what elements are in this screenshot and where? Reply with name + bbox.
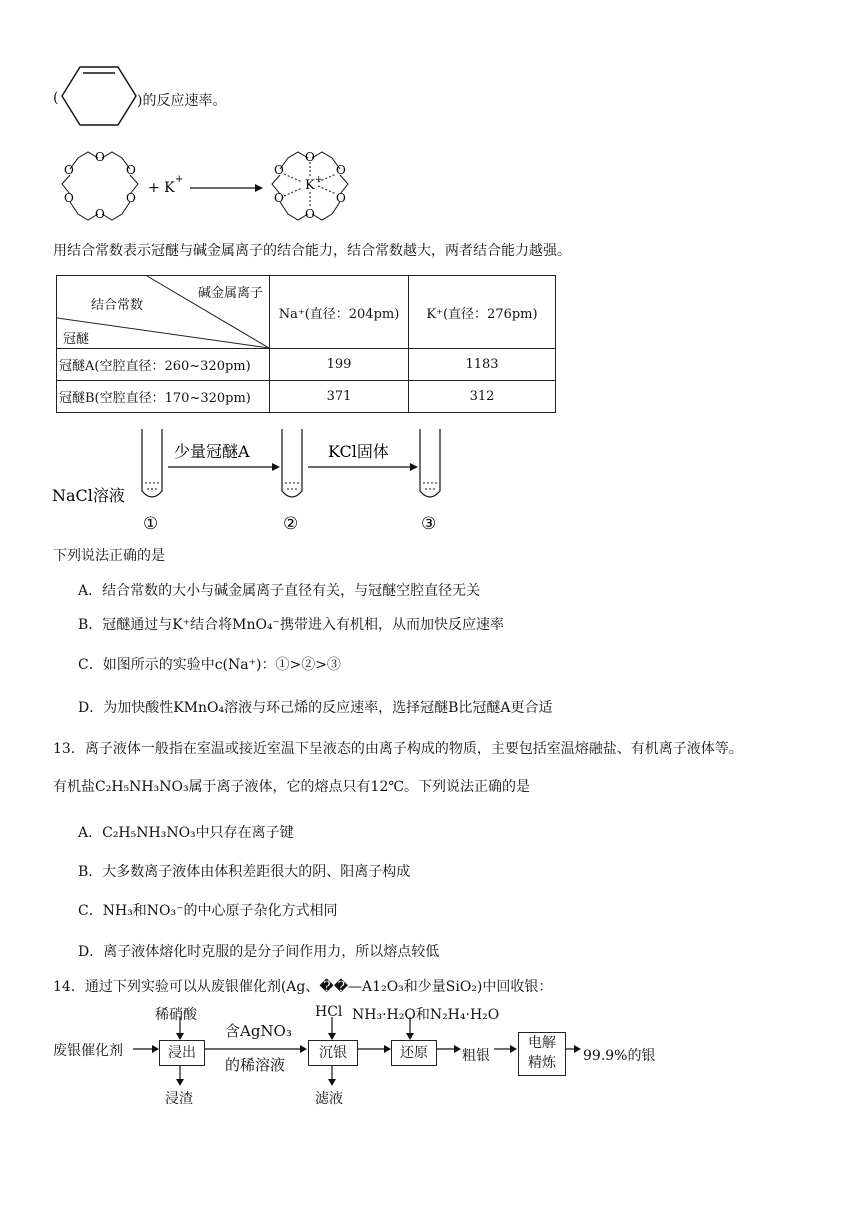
test-tube-3 — [420, 429, 440, 497]
row-label: 冠醚B(空腔直径：170~320pm) — [57, 381, 270, 413]
crown-ether-reaction — [50, 144, 380, 232]
tube-label-3: ③ — [421, 514, 437, 534]
flow-filtrate: 滤液 — [315, 1091, 343, 1107]
complex-k: K — [305, 178, 315, 193]
flow-reagent-hcl: HCl — [315, 1004, 343, 1020]
svg-text:O: O — [336, 163, 346, 177]
flow-product: 99.9%的银 — [583, 1048, 656, 1064]
flow-reagent-ammonia: NH₃·H₂O和N₂H₄·H₂O — [352, 1007, 500, 1023]
table-row — [57, 381, 556, 413]
crown-atom-6: O — [64, 163, 74, 177]
col-header-na: Na⁺(直径：204pm) — [270, 276, 409, 349]
svg-text:O: O — [305, 150, 315, 164]
crown-atom-5: O — [64, 191, 74, 205]
q13-option-b[interactable]: B．大多数离子液体由体积差距很大的阴、阳离子构成 — [78, 864, 411, 880]
flow-reagent1: 稀硝酸 — [155, 1007, 197, 1023]
fragment-open-paren: ( — [53, 90, 59, 106]
solution-label: NaCl溶液 — [52, 486, 125, 505]
intro-text: 用结合常数表示冠醚与碱金属离子的结合能力，结合常数越大，两者结合能力越强。 — [53, 243, 571, 259]
refine-line1: 电解 — [528, 1035, 556, 1051]
flow-mid-line1: 含AgNO₃ — [225, 1022, 292, 1040]
table-diagonal-header — [57, 276, 270, 349]
q13-option-a[interactable]: A．C₂H₅NH₃NO₃中只存在离子键 — [78, 825, 294, 841]
q13-line2: 有机盐C₂H₅NH₃NO₃属于离子液体，它的熔点只有12℃。下列说法正确的是 — [53, 779, 531, 795]
refine-line2: 精炼 — [528, 1055, 556, 1071]
flow-box-refine — [518, 1032, 566, 1076]
q12-option-d[interactable]: D．为加快酸性KMnO₄溶液与环己烯的反应速率，选择冠醚B比冠醚A更合适 — [78, 700, 553, 716]
flow-start: 废银催化剂 — [53, 1043, 123, 1059]
svg-text:O: O — [336, 191, 346, 205]
plus-k-label: + K — [148, 180, 175, 196]
q12-option-c[interactable]: C．如图所示的实验中c(Na⁺)：①>②>③ — [78, 657, 341, 673]
crown-atom-1: O — [95, 150, 105, 164]
test-tube-2 — [282, 429, 302, 497]
flow-residue: 浸渣 — [165, 1091, 193, 1107]
tube-label-2: ② — [283, 514, 299, 534]
flow-mid-line2: 的稀溶液 — [225, 1056, 286, 1074]
cyclohexene-structure — [60, 64, 138, 128]
flow-box-reduce: 还原 — [391, 1040, 437, 1066]
crown-atom-2: O — [126, 163, 136, 177]
flow-crude-silver: 粗银 — [462, 1048, 490, 1064]
flow-box-leach: 浸出 — [159, 1040, 205, 1066]
row-label: 冠醚A(空腔直径：260~320pm) — [57, 349, 270, 381]
col-header-k: K⁺(直径：276pm) — [409, 276, 556, 349]
arrow2-label: KCl固体 — [328, 442, 389, 461]
binding-constant-table — [56, 275, 556, 413]
complex-k-charge: + — [315, 175, 323, 185]
svg-text:O: O — [305, 207, 315, 221]
q12-option-a[interactable]: A．结合常数的大小与碱金属离子直径有关，与冠醚空腔直径无关 — [78, 583, 481, 599]
fragment-text: )的反应速率。 — [137, 93, 227, 109]
header-bottom-left: 冠醚 — [63, 332, 90, 347]
q12-stem: 下列说法正确的是 — [53, 548, 165, 564]
svg-text:O: O — [274, 163, 284, 177]
flow-box-precipitate: 沉银 — [308, 1040, 358, 1066]
svg-text:O: O — [274, 191, 284, 205]
q12-option-b[interactable]: B．冠醚通过与K⁺结合将MnO₄⁻携带进入有机相，从而加快反应速率 — [78, 617, 504, 633]
crown-atom-3: O — [126, 191, 136, 205]
cell-na: 199 — [270, 349, 409, 381]
experiment-diagram — [50, 425, 470, 535]
cell-k: 312 — [409, 381, 556, 413]
header-top-right: 碱金属离子 — [197, 286, 263, 301]
table-row — [57, 349, 556, 381]
q13-option-c[interactable]: C．NH₃和NO₃⁻的中心原子杂化方式相同 — [78, 903, 338, 919]
cell-k: 1183 — [409, 349, 556, 381]
q13-option-d[interactable]: D．离子液体熔化时克服的是分子间作用力，所以熔点较低 — [78, 944, 440, 960]
test-tube-1 — [142, 429, 162, 497]
q13-line1: 13．离子液体一般指在室温或接近室温下呈液态的由离子构成的物质，主要包括室温熔融盐、有机离子液体等。 — [53, 741, 743, 757]
arrow1-label: 少量冠醚A — [174, 442, 250, 461]
k-charge: + — [175, 174, 184, 185]
q14-stem: 14．通过下列实验可以从废银催化剂(Ag、��—A1₂O₃和少量SiO₂)中回收银： — [53, 979, 553, 995]
header-middle: 结合常数 — [91, 298, 144, 313]
tube-label-1: ① — [143, 514, 159, 534]
cell-na: 371 — [270, 381, 409, 413]
crown-atom-4: O — [95, 207, 105, 221]
